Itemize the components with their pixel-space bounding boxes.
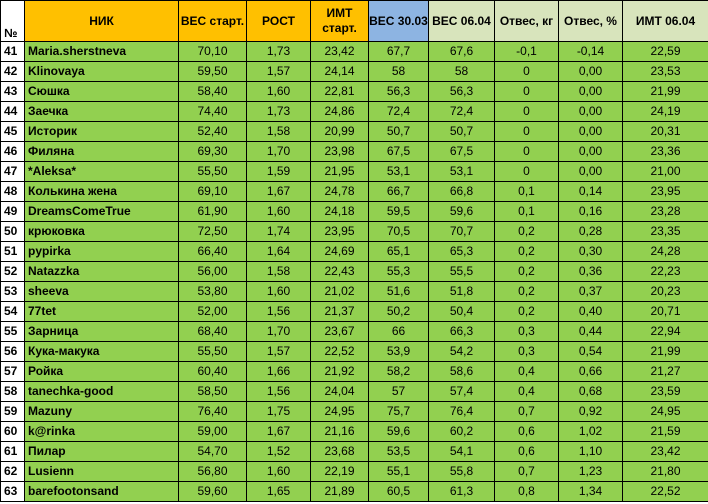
row-number: 42 (1, 62, 25, 82)
weight-3003-cell: 67,5 (369, 142, 429, 162)
weight-3003-cell: 66 (369, 322, 429, 342)
loss-kg-cell: 0 (495, 142, 559, 162)
weight-start-cell: 59,60 (179, 482, 247, 502)
loss-kg-cell: 0,2 (495, 282, 559, 302)
weight-0604-cell: 50,4 (429, 302, 495, 322)
weight-3003-cell: 55,1 (369, 462, 429, 482)
nick-cell: Maria.sherstneva (25, 42, 179, 62)
weight-0604-cell: 50,7 (429, 122, 495, 142)
loss-kg-cell: 0 (495, 162, 559, 182)
row-number: 57 (1, 362, 25, 382)
row-number: 56 (1, 342, 25, 362)
weight-0604-cell: 60,2 (429, 422, 495, 442)
weight-0604-cell: 67,5 (429, 142, 495, 162)
table-row (1, 242, 708, 262)
row-number: 53 (1, 282, 25, 302)
loss-kg-cell: 0,1 (495, 182, 559, 202)
header-weight-start: ВЕС старт. (179, 1, 247, 42)
nick-cell: Klinovaya (25, 62, 179, 82)
weight-3003-cell: 65,1 (369, 242, 429, 262)
table-row (1, 382, 708, 402)
height-cell: 1,57 (247, 342, 311, 362)
table-row (1, 162, 708, 182)
weight-0604-cell: 54,1 (429, 442, 495, 462)
bmi-0604-cell: 21,00 (623, 162, 708, 182)
loss-pct-cell: 0,54 (559, 342, 623, 362)
height-cell: 1,58 (247, 262, 311, 282)
weight-0604-cell: 54,2 (429, 342, 495, 362)
height-cell: 1,56 (247, 382, 311, 402)
bmi-start-cell: 22,19 (311, 462, 369, 482)
table-row (1, 82, 708, 102)
bmi-0604-cell: 24,95 (623, 402, 708, 422)
nick-cell: Ройка (25, 362, 179, 382)
row-number: 61 (1, 442, 25, 462)
table-row (1, 42, 708, 62)
loss-pct-cell: 0,00 (559, 62, 623, 82)
row-number: 60 (1, 422, 25, 442)
bmi-start-cell: 22,52 (311, 342, 369, 362)
weight-start-cell: 56,80 (179, 462, 247, 482)
loss-pct-cell: 0,00 (559, 162, 623, 182)
loss-pct-cell: 0,00 (559, 122, 623, 142)
bmi-start-cell: 21,92 (311, 362, 369, 382)
loss-kg-cell: 0,6 (495, 422, 559, 442)
row-number: 45 (1, 122, 25, 142)
bmi-start-cell: 21,95 (311, 162, 369, 182)
row-number: 49 (1, 202, 25, 222)
weight-0604-cell: 76,4 (429, 402, 495, 422)
nick-cell: tanechka-good (25, 382, 179, 402)
loss-kg-cell: 0,3 (495, 322, 559, 342)
bmi-0604-cell: 23,28 (623, 202, 708, 222)
weight-3003-cell: 60,5 (369, 482, 429, 502)
height-cell: 1,73 (247, 102, 311, 122)
weight-start-cell: 52,40 (179, 122, 247, 142)
height-cell: 1,65 (247, 482, 311, 502)
weight-3003-cell: 75,7 (369, 402, 429, 422)
nick-cell: Natazzka (25, 262, 179, 282)
loss-kg-cell: 0 (495, 102, 559, 122)
weight-0604-cell: 55,8 (429, 462, 495, 482)
row-number: 59 (1, 402, 25, 422)
row-number: 48 (1, 182, 25, 202)
bmi-0604-cell: 24,19 (623, 102, 708, 122)
bmi-0604-cell: 23,95 (623, 182, 708, 202)
header-weight-3003: ВЕС 30.03 (369, 1, 429, 42)
loss-pct-cell: 0,28 (559, 222, 623, 242)
weight-start-cell: 74,40 (179, 102, 247, 122)
nick-cell: Филяна (25, 142, 179, 162)
loss-kg-cell: -0,1 (495, 42, 559, 62)
weight-3003-cell: 72,4 (369, 102, 429, 122)
weight-0604-cell: 70,7 (429, 222, 495, 242)
header-loss-kg: Отвес, кг (495, 1, 559, 42)
table-row (1, 142, 708, 162)
nick-cell: крюковка (25, 222, 179, 242)
weight-start-cell: 58,40 (179, 82, 247, 102)
row-number: 50 (1, 222, 25, 242)
loss-pct-cell: 0,40 (559, 302, 623, 322)
loss-kg-cell: 0,3 (495, 342, 559, 362)
weight-3003-cell: 58 (369, 62, 429, 82)
bmi-0604-cell: 21,59 (623, 422, 708, 442)
weight-start-cell: 55,50 (179, 162, 247, 182)
loss-pct-cell: 0,00 (559, 142, 623, 162)
weight-start-cell: 60,40 (179, 362, 247, 382)
header-nick: НИК (25, 1, 179, 42)
loss-pct-cell: 0,44 (559, 322, 623, 342)
bmi-start-cell: 23,67 (311, 322, 369, 342)
height-cell: 1,58 (247, 122, 311, 142)
weight-0604-cell: 67,6 (429, 42, 495, 62)
height-cell: 1,59 (247, 162, 311, 182)
header-height: РОСТ (247, 1, 311, 42)
height-cell: 1,64 (247, 242, 311, 262)
loss-pct-cell: 0,68 (559, 382, 623, 402)
weight-start-cell: 55,50 (179, 342, 247, 362)
bmi-start-cell: 22,81 (311, 82, 369, 102)
row-number: 55 (1, 322, 25, 342)
nick-cell: pypirka (25, 242, 179, 262)
weight-start-cell: 54,70 (179, 442, 247, 462)
bmi-start-cell: 24,95 (311, 402, 369, 422)
nick-cell: Колькина жена (25, 182, 179, 202)
loss-kg-cell: 0,2 (495, 222, 559, 242)
height-cell: 1,60 (247, 82, 311, 102)
nick-cell: Сюшка (25, 82, 179, 102)
bmi-0604-cell: 22,94 (623, 322, 708, 342)
weight-0604-cell: 56,3 (429, 82, 495, 102)
bmi-start-cell: 22,43 (311, 262, 369, 282)
row-number: 46 (1, 142, 25, 162)
bmi-0604-cell: 22,23 (623, 262, 708, 282)
table-row (1, 62, 708, 82)
height-cell: 1,67 (247, 182, 311, 202)
table-row (1, 362, 708, 382)
nick-cell: 77tet (25, 302, 179, 322)
weight-0604-cell: 72,4 (429, 102, 495, 122)
loss-pct-cell: 0,30 (559, 242, 623, 262)
weight-start-cell: 66,40 (179, 242, 247, 262)
weight-start-cell: 68,40 (179, 322, 247, 342)
table-row (1, 202, 708, 222)
weight-0604-cell: 59,6 (429, 202, 495, 222)
loss-pct-cell: 1,34 (559, 482, 623, 502)
nick-cell: Зарница (25, 322, 179, 342)
height-cell: 1,57 (247, 62, 311, 82)
bmi-0604-cell: 24,28 (623, 242, 708, 262)
loss-pct-cell: -0,14 (559, 42, 623, 62)
weight-start-cell: 52,00 (179, 302, 247, 322)
nick-cell: barefootonsand (25, 482, 179, 502)
height-cell: 1,60 (247, 282, 311, 302)
height-cell: 1,70 (247, 142, 311, 162)
weight-0604-cell: 55,5 (429, 262, 495, 282)
row-number: 52 (1, 262, 25, 282)
weight-3003-cell: 53,1 (369, 162, 429, 182)
loss-pct-cell: 0,66 (559, 362, 623, 382)
header-weight-0604: ВЕС 06.04 (429, 1, 495, 42)
bmi-0604-cell: 22,59 (623, 42, 708, 62)
bmi-start-cell: 23,95 (311, 222, 369, 242)
bmi-0604-cell: 21,80 (623, 462, 708, 482)
height-cell: 1,67 (247, 422, 311, 442)
table-row (1, 122, 708, 142)
weight-0604-cell: 65,3 (429, 242, 495, 262)
bmi-0604-cell: 21,27 (623, 362, 708, 382)
weight-3003-cell: 55,3 (369, 262, 429, 282)
weight-start-cell: 70,10 (179, 42, 247, 62)
row-number: 54 (1, 302, 25, 322)
loss-kg-cell: 0,2 (495, 242, 559, 262)
weight-0604-cell: 58 (429, 62, 495, 82)
loss-pct-cell: 0,16 (559, 202, 623, 222)
weight-3003-cell: 56,3 (369, 82, 429, 102)
table-row (1, 402, 708, 422)
height-cell: 1,70 (247, 322, 311, 342)
height-cell: 1,75 (247, 402, 311, 422)
table-row (1, 302, 708, 322)
row-number: 58 (1, 382, 25, 402)
nick-cell: k@rinka (25, 422, 179, 442)
weight-start-cell: 69,30 (179, 142, 247, 162)
row-number: 63 (1, 482, 25, 502)
weight-start-cell: 58,50 (179, 382, 247, 402)
height-cell: 1,73 (247, 42, 311, 62)
loss-pct-cell: 1,10 (559, 442, 623, 462)
weight-3003-cell: 59,5 (369, 202, 429, 222)
weight-start-cell: 59,50 (179, 62, 247, 82)
loss-kg-cell: 0,1 (495, 202, 559, 222)
loss-kg-cell: 0 (495, 62, 559, 82)
bmi-start-cell: 24,69 (311, 242, 369, 262)
loss-pct-cell: 0,92 (559, 402, 623, 422)
table-row (1, 442, 708, 462)
bmi-0604-cell: 23,35 (623, 222, 708, 242)
bmi-start-cell: 24,14 (311, 62, 369, 82)
table-row (1, 262, 708, 282)
weight-3003-cell: 59,6 (369, 422, 429, 442)
weight-0604-cell: 66,3 (429, 322, 495, 342)
bmi-0604-cell: 23,36 (623, 142, 708, 162)
table-row (1, 342, 708, 362)
weight-0604-cell: 61,3 (429, 482, 495, 502)
table-row (1, 222, 708, 242)
bmi-0604-cell: 23,53 (623, 62, 708, 82)
weight-start-cell: 61,90 (179, 202, 247, 222)
height-cell: 1,60 (247, 202, 311, 222)
nick-cell: *Aleksa* (25, 162, 179, 182)
bmi-0604-cell: 22,52 (623, 482, 708, 502)
bmi-start-cell: 21,02 (311, 282, 369, 302)
weight-start-cell: 72,50 (179, 222, 247, 242)
loss-pct-cell: 0,36 (559, 262, 623, 282)
loss-kg-cell: 0,8 (495, 482, 559, 502)
bmi-0604-cell: 23,42 (623, 442, 708, 462)
loss-pct-cell: 0,37 (559, 282, 623, 302)
loss-pct-cell: 0,00 (559, 102, 623, 122)
weight-3003-cell: 51,6 (369, 282, 429, 302)
height-cell: 1,74 (247, 222, 311, 242)
nick-cell: Пилар (25, 442, 179, 462)
nick-cell: Историк (25, 122, 179, 142)
loss-kg-cell: 0,7 (495, 402, 559, 422)
weight-0604-cell: 57,4 (429, 382, 495, 402)
row-number: 47 (1, 162, 25, 182)
nick-cell: Кука-макука (25, 342, 179, 362)
row-number: 43 (1, 82, 25, 102)
weight-start-cell: 76,40 (179, 402, 247, 422)
nick-cell: Заечка (25, 102, 179, 122)
bmi-0604-cell: 23,59 (623, 382, 708, 402)
weight-3003-cell: 67,7 (369, 42, 429, 62)
bmi-0604-cell: 20,71 (623, 302, 708, 322)
height-cell: 1,52 (247, 442, 311, 462)
row-number: 51 (1, 242, 25, 262)
bmi-0604-cell: 20,23 (623, 282, 708, 302)
height-cell: 1,66 (247, 362, 311, 382)
loss-kg-cell: 0,7 (495, 462, 559, 482)
loss-kg-cell: 0,6 (495, 442, 559, 462)
header-bmi-start: ИМТ старт. (311, 1, 369, 42)
bmi-start-cell: 21,89 (311, 482, 369, 502)
loss-pct-cell: 0,00 (559, 82, 623, 102)
bmi-start-cell: 23,42 (311, 42, 369, 62)
weight-0604-cell: 66,8 (429, 182, 495, 202)
bmi-0604-cell: 21,99 (623, 342, 708, 362)
table-row (1, 322, 708, 342)
table-row (1, 462, 708, 482)
bmi-0604-cell: 21,99 (623, 82, 708, 102)
bmi-start-cell: 21,16 (311, 422, 369, 442)
bmi-start-cell: 20,99 (311, 122, 369, 142)
loss-kg-cell: 0,2 (495, 262, 559, 282)
weight-start-cell: 59,00 (179, 422, 247, 442)
nick-cell: Lusienn (25, 462, 179, 482)
weight-3003-cell: 70,5 (369, 222, 429, 242)
weight-3003-cell: 57 (369, 382, 429, 402)
weight-3003-cell: 58,2 (369, 362, 429, 382)
height-cell: 1,56 (247, 302, 311, 322)
loss-kg-cell: 0,4 (495, 382, 559, 402)
header-num: № (1, 1, 25, 42)
weight-3003-cell: 50,7 (369, 122, 429, 142)
height-cell: 1,60 (247, 462, 311, 482)
table-row (1, 282, 708, 302)
nick-cell: sheeva (25, 282, 179, 302)
weight-start-cell: 53,80 (179, 282, 247, 302)
table-row (1, 422, 708, 442)
bmi-start-cell: 21,37 (311, 302, 369, 322)
loss-pct-cell: 1,02 (559, 422, 623, 442)
loss-kg-cell: 0 (495, 82, 559, 102)
table-row (1, 182, 708, 202)
nick-cell: DreamsComeTrue (25, 202, 179, 222)
bmi-start-cell: 23,68 (311, 442, 369, 462)
weight-0604-cell: 53,1 (429, 162, 495, 182)
row-number: 62 (1, 462, 25, 482)
weight-3003-cell: 53,9 (369, 342, 429, 362)
table-body (1, 42, 708, 502)
loss-pct-cell: 0,14 (559, 182, 623, 202)
header-row (1, 1, 708, 42)
weight-0604-cell: 58,6 (429, 362, 495, 382)
header-bmi-0604: ИМТ 06.04 (623, 1, 708, 42)
loss-kg-cell: 0,4 (495, 362, 559, 382)
bmi-0604-cell: 20,31 (623, 122, 708, 142)
weight-3003-cell: 66,7 (369, 182, 429, 202)
nick-cell: Mazuny (25, 402, 179, 422)
loss-kg-cell: 0,2 (495, 302, 559, 322)
table-row (1, 102, 708, 122)
bmi-start-cell: 24,04 (311, 382, 369, 402)
row-number: 44 (1, 102, 25, 122)
row-number: 41 (1, 42, 25, 62)
bmi-start-cell: 24,18 (311, 202, 369, 222)
bmi-start-cell: 24,78 (311, 182, 369, 202)
weight-0604-cell: 51,8 (429, 282, 495, 302)
bmi-start-cell: 23,98 (311, 142, 369, 162)
table-row (1, 482, 708, 502)
bmi-start-cell: 24,86 (311, 102, 369, 122)
weight-3003-cell: 53,5 (369, 442, 429, 462)
weight-3003-cell: 50,2 (369, 302, 429, 322)
loss-kg-cell: 0 (495, 122, 559, 142)
weight-start-cell: 56,00 (179, 262, 247, 282)
header-loss-pct: Отвес, % (559, 1, 623, 42)
loss-pct-cell: 1,23 (559, 462, 623, 482)
weight-start-cell: 69,10 (179, 182, 247, 202)
